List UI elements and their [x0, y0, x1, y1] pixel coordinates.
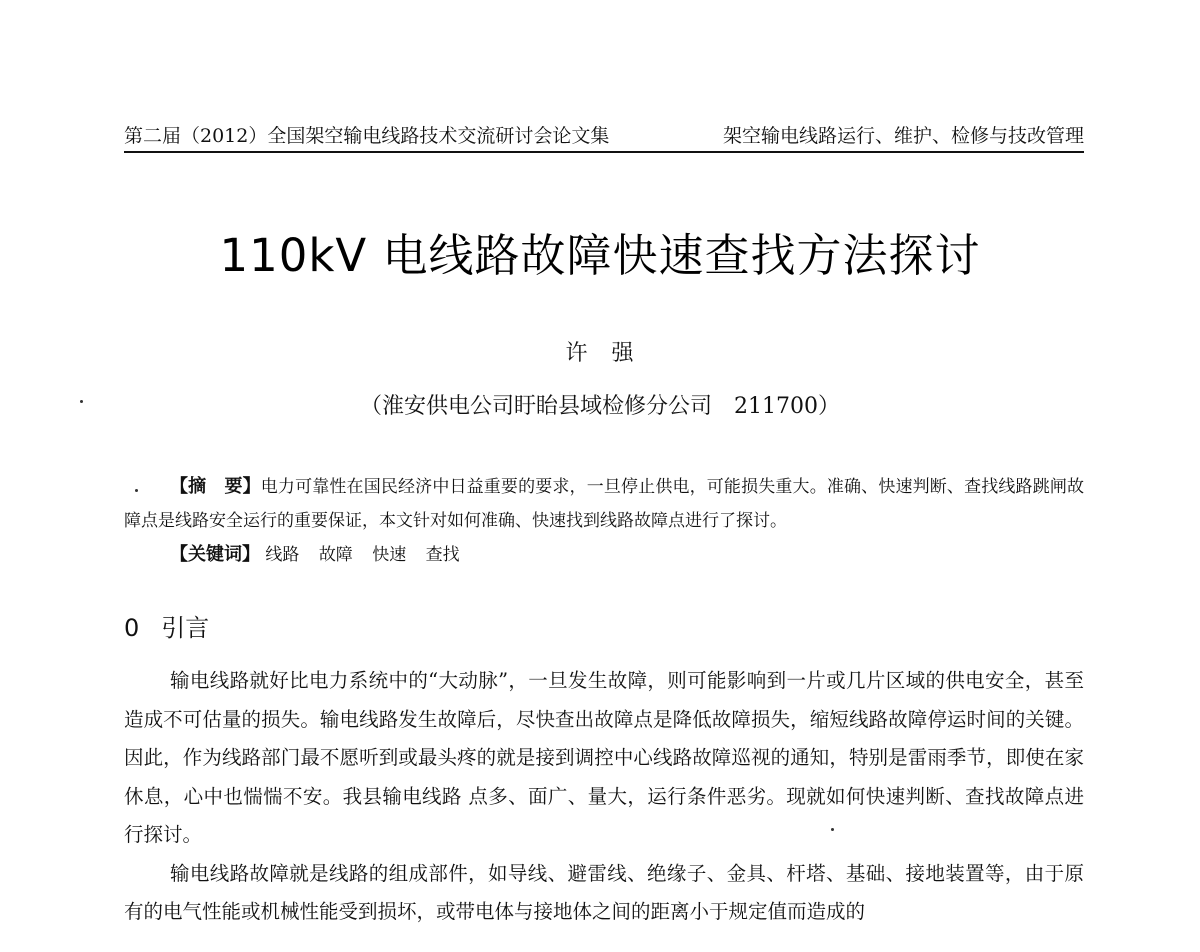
header-proceedings-title: 第二届（2012）全国架空输电线路技术交流研讨会论文集 — [124, 125, 610, 147]
keyword-item: 故障 — [318, 545, 353, 565]
body-text — [124, 662, 1084, 932]
author-affiliation: （淮安供电公司盱眙县域检修分公司 211700） — [360, 394, 840, 419]
keyword-item: 快速 — [372, 545, 407, 565]
section-title: 引言 — [161, 614, 210, 642]
abstract-block — [124, 470, 1084, 538]
keywords-label: 【关键词】 — [170, 544, 260, 565]
abstract-text: 电力可靠性在国民经济中日益重要的要求，一旦停止供电，可能损失重大。准确、快速判断、查找线路跳闸故障点是线路安全运行的重要保证，本文针对如何准确、快速找到线路故障点进行了探讨。 — [124, 477, 1085, 531]
scan-speck — [135, 489, 138, 492]
running-header — [124, 121, 1084, 153]
scan-speck — [80, 400, 83, 403]
body-paragraph: 输电线路故障就是线路的组成部件，如导线、避雷线、绝缘子、金具、杆塔、基础、接地装置等，由于原有的电气性能或机械性能受到损坏，或带电体与接地体之间的距离小于规定值而造成的 — [124, 861, 1084, 923]
scan-speck — [831, 828, 834, 831]
section-heading — [124, 610, 209, 646]
paper-title: 110kV 电线路故障快速查找方法探讨 — [219, 229, 981, 282]
keyword-item: 查找 — [425, 545, 460, 565]
section-number: 0 — [124, 614, 140, 642]
header-section-title: 架空输电线路运行、维护、检修与技改管理 — [722, 125, 1084, 147]
body-paragraph: 输电线路就好比电力系统中的“大动脉”，一旦发生故障，则可能影响到一片或几片区域的供电安全，甚至造成不可估量的损失。输电线路发生故障后，尽快查出故障点是降低故障损失，缩短线路故障停运时间的关键。因此，作为线路部门最不愿听到或最头疼的就是接到调控中心线路故障巡视的通知，特别是雷雨季节，即使在家休息，心中也惴惴不安。我县输电线路 点多、面广、量大，运行条件恶劣。现就如何快速判断、查找故障点进行探讨。 — [124, 669, 1084, 846]
abstract-label: 【摘 要】 — [170, 476, 261, 497]
paper-author: 许 强 — [565, 341, 635, 366]
keywords-block — [170, 538, 1070, 572]
keyword-item: 线路 — [265, 545, 300, 565]
